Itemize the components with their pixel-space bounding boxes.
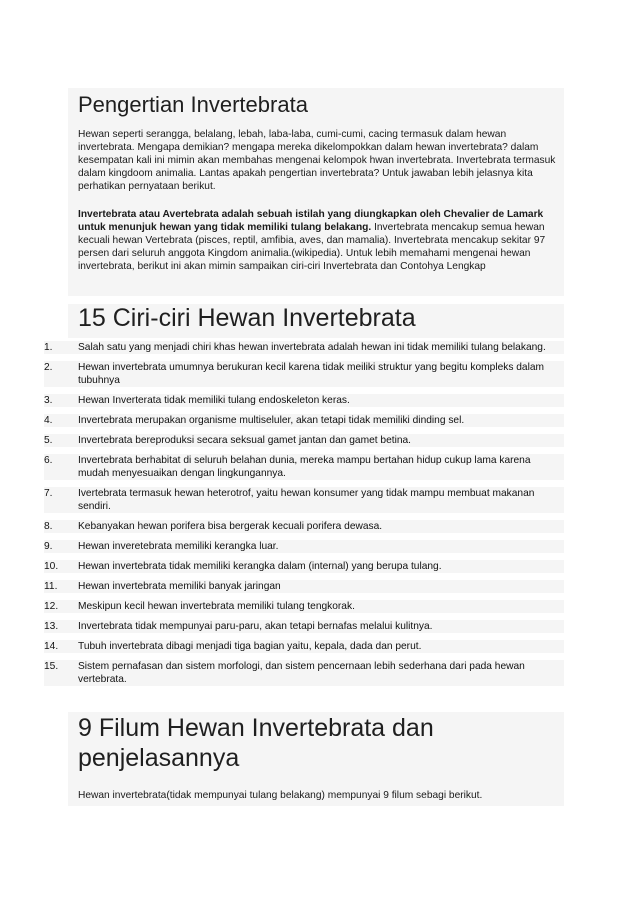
list-number: 15.	[44, 661, 59, 672]
section-title-continued: penjelasannya	[78, 744, 240, 772]
list-number: 10.	[44, 561, 59, 572]
list-item	[44, 520, 564, 533]
definition-bold-text: Invertebrata atau Avertebrata adalah sebuah istilah yang diungkapkan oleh Chevalier de Lamark untuk menunjuk hewan yang tidak memiliki tulang belakang.	[78, 209, 544, 234]
list-item	[44, 560, 564, 573]
list-number: 11.	[44, 581, 58, 592]
definition-paragraph	[78, 208, 560, 273]
list-number: 8.	[44, 521, 53, 532]
list-number: 14.	[44, 641, 59, 652]
list-text: Hewan invertebrata memiliki banyak jaringan	[78, 581, 281, 592]
list-item	[44, 620, 564, 633]
list-item	[44, 660, 564, 686]
intro-paragraph: Hewan seperti serangga, belalang, lebah, laba-laba, cumi-cumi, cacing termasuk dalam hewan invertebrata. Mengapa demikian? mengapa mereka dikelompokkan dalam hewan invertebrata? dalam kesempatan kali ini mimin akan membahas mengenai kelompok hwan invertebrata. Invertebrata termasuk dalam kingdoom animalia. Lantas apakah pengertian invertebrata? Untuk jawaban lebih jelasnya kita perhatikan pernyataan berikut.	[78, 129, 556, 193]
characteristics-list	[44, 341, 564, 693]
list-text: Sistem pernafasan dan sistem morfologi, dan sistem pencernaan lebih sederhana dari pada hewan vertebrata.	[78, 661, 525, 685]
list-number: 12.	[44, 601, 59, 612]
list-number: 7.	[44, 488, 53, 499]
list-number: 3.	[44, 395, 53, 406]
list-number: 4.	[44, 415, 53, 426]
list-item	[44, 341, 564, 354]
list-item	[44, 454, 564, 480]
section-title: 15 Ciri-ciri Hewan Invertebrata	[78, 304, 416, 332]
list-number: 2.	[44, 362, 53, 373]
list-item	[44, 540, 564, 553]
list-text: Hewan invertebrata umumnya berukuran kecil karena tidak meiliki struktur yang begitu kompleks dalam tubuhnya	[78, 362, 545, 386]
list-text: Invertebrata merupakan organisme multiseluler, akan tetapi tidak memiliki dinding sel.	[78, 415, 465, 426]
list-text: Invertebrata tidak mempunyai paru-paru, akan tetapi bernafas melalui kulitnya.	[78, 621, 433, 632]
list-text: Salah satu yang menjadi chiri khas hewan invertebrata adalah hewan ini tidak memiliki tulang belakang.	[78, 342, 546, 353]
definition-text: Invertebrata mencakup semua hewan kecuali hewan Vertebrata (pisces, reptil, amfibia, aves, dan mamalia). Invertebrata mencakup sekitar 97 persen dari seluruh anggota Kingdom animalia.(wikipedia). Untuk lebih memahami mengenai hewan invertebrata, berikut ini akan mimin sampaikan ciri-ciri Invertebrata dan Contohya Lengkap	[78, 222, 546, 273]
section-title: Pengertian Invertebrata	[78, 92, 308, 117]
list-text: Invertebrata berhabitat di seluruh belahan dunia, mereka mampu bertahan hidup cukup lama karena mudah menyesuaikan dengan lingkungannya.	[78, 455, 531, 479]
list-number: 9.	[44, 541, 53, 552]
list-item	[44, 487, 564, 513]
phylum-intro-paragraph: Hewan invertebrata(tidak mempunyai tulang belakang) mempunyai 9 filum sebagi berikut.	[78, 790, 483, 801]
list-text: Kebanyakan hewan porifera bisa bergerak kecuali porifera dewasa.	[78, 521, 383, 532]
list-number: 5.	[44, 435, 53, 446]
list-item	[44, 414, 564, 427]
list-item	[44, 580, 564, 593]
list-item	[44, 434, 564, 447]
list-text: Hewan invertebrata tidak memiliki kerangka dalam (internal) yang berupa tulang.	[78, 561, 442, 572]
list-text: Hewan Inverterata tidak memiliki tulang endoskeleton keras.	[78, 395, 350, 406]
list-number: 6.	[44, 455, 53, 466]
list-item	[44, 600, 564, 613]
list-text: Ivertebrata termasuk hewan heterotrof, yaitu hewan konsumer yang tidak mampu membuat makanan sendiri.	[78, 488, 535, 512]
section-title: 9 Filum Hewan Invertebrata dan	[78, 714, 434, 742]
list-text: Tubuh invertebrata dibagi menjadi tiga bagian yaitu, kepala, dada dan perut.	[78, 641, 422, 652]
list-text: Invertebrata bereproduksi secara seksual gamet jantan dan gamet betina.	[78, 435, 411, 446]
list-number: 1.	[44, 342, 53, 353]
list-item	[44, 361, 564, 387]
list-number: 13.	[44, 621, 59, 632]
list-item	[44, 394, 564, 407]
list-item	[44, 640, 564, 653]
list-text: Hewan inveretebrata memiliki kerangka luar.	[78, 541, 279, 552]
list-text: Meskipun kecil hewan invertebrata memiliki tulang tengkorak.	[78, 601, 355, 612]
